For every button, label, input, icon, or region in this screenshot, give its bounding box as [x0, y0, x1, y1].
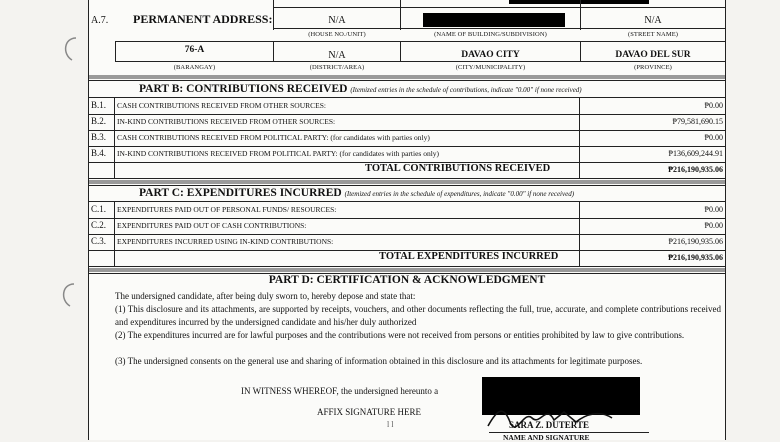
city-value: DAVAO CITY [461, 50, 520, 60]
table-row [89, 218, 725, 235]
row-label: EXPENDITURES INCURRED USING IN-KIND CONTRIBUTIONS: [117, 237, 334, 246]
total-expenditures-label: TOTAL EXPENDITURES INCURRED [379, 251, 559, 262]
row-label: EXPENDITURES PAID OUT OF CASH CONTRIBUTIONS: [117, 221, 307, 230]
part-d-title: PART D: CERTIFICATION & ACKNOWLEDGMENT [268, 274, 546, 286]
section-a7 [89, 0, 725, 74]
building-caption: (NAME OF BUILDING/SUBDIVISION) [434, 31, 547, 38]
house-no-caption: (HOUSE NO./UNIT) [308, 31, 366, 38]
part-c-title: PART C: EXPENDITURES INCURRED [139, 187, 342, 199]
row-label: IN-KIND CONTRIBUTIONS RECEIVED FROM OTHER SOURCES: [117, 117, 336, 126]
table-row [89, 202, 725, 219]
part-b-note: (Itemized entries in the schedule of contributions, indicate "0.00" if none received) [350, 86, 582, 94]
certification-item-1: (1) This disclosure and its attachments, are supported by receipts, vouchers, and other documents reflecting the full, true, accurate, and complete contributions received and expenditures incurred by the undersigned candidate and his/her duly authorized [115, 304, 721, 327]
row-label: IN-KIND CONTRIBUTIONS RECEIVED FROM POLITICAL PARTY: (for candidates with parties only) [117, 149, 440, 158]
table-row [89, 98, 725, 115]
redacted-box [509, 0, 649, 4]
row-value: ₱0.00 [704, 221, 723, 230]
row-value: ₱136,609,244.91 [668, 149, 723, 158]
row-code: C.1. [91, 204, 107, 214]
binder-hole-mark [58, 34, 82, 64]
province-caption: (PROVINCE) [634, 64, 672, 71]
part-b-heading [139, 83, 582, 95]
total-contributions-value: ₱216,190,935.06 [668, 165, 723, 174]
affix-signature-label: AFFIX SIGNATURE HERE [317, 407, 422, 417]
signatory-name: SARA Z. DUTERTE [509, 420, 589, 430]
table-row [89, 114, 725, 131]
street-name-value: N/A [644, 15, 662, 26]
row-value: ₱216,190,935.06 [668, 237, 723, 246]
row-value: ₱79,581,690.15 [672, 117, 723, 126]
a7-code: A.7. [91, 15, 109, 26]
margin-mark: l l [387, 420, 394, 429]
row-label: EXPENDITURES PAID OUT OF PERSONAL FUNDS/ RESOURCES: [117, 205, 337, 214]
row-label: CASH CONTRIBUTIONS RECEIVED FROM POLITICAL PARTY: (for candidates with parties only) [117, 133, 430, 142]
row-value: ₱0.00 [704, 133, 723, 142]
signature-caption: NAME AND SIGNATURE [503, 433, 590, 442]
part-b-table [89, 98, 725, 178]
certification-item-3: (3) The undersigned consents on the general use and sharing of information obtained in this disclosure and its attachments for legitimate purposes. [115, 356, 643, 366]
part-c-table [89, 202, 725, 266]
total-expenditures-value: ₱216,190,935.06 [668, 253, 723, 262]
table-row [89, 234, 725, 251]
row-code: C.2. [91, 220, 107, 230]
part-b-title: PART B: CONTRIBUTIONS RECEIVED [139, 83, 348, 95]
district-caption: (DISTRICT/AREA) [309, 64, 365, 71]
permanent-address-label: PERMANENT ADDRESS: [133, 12, 273, 26]
part-c-note: (Itemized entries in the schedule of expenditures, indicate "0.00" if none received) [344, 190, 575, 198]
barangay-caption: (BARANGAY) [173, 64, 216, 71]
city-caption: (CITY/MUNICIPALITY) [455, 64, 526, 71]
building-name-redacted [423, 13, 565, 27]
disclosure-form [88, 0, 726, 440]
table-row [89, 146, 725, 163]
barangay-value: 76-A [184, 45, 205, 55]
row-code: B.2. [91, 116, 107, 126]
district-value: N/A [328, 50, 346, 61]
row-code: B.1. [91, 100, 107, 110]
row-code: C.3. [91, 236, 107, 246]
row-code: B.4. [91, 148, 107, 158]
street-caption: (STREET NAME) [627, 31, 679, 38]
province-value: DAVAO DEL SUR [615, 50, 691, 60]
row-value: ₱0.00 [704, 205, 723, 214]
table-row [89, 130, 725, 147]
total-contributions-label: TOTAL CONTRIBUTIONS RECEIVED [365, 163, 551, 174]
row-label: CASH CONTRIBUTIONS RECEIVED FROM OTHER SOURCES: [117, 101, 326, 110]
total-row [89, 162, 725, 179]
house-no-value: N/A [328, 15, 346, 26]
total-row [89, 250, 725, 267]
certification-item-2: (2) The expenditures incurred are for lawful purposes and the contributions were not received from persons or entities prohibited by law to give contributions. [115, 330, 685, 340]
witness-statement: IN WITNESS WHEREOF, the undersigned hereunto a [241, 386, 439, 396]
binder-hole-mark [56, 280, 80, 310]
row-code: B.3. [91, 132, 107, 142]
row-value: ₱0.00 [704, 101, 723, 110]
certification-intro: The undersigned candidate, after being duly sworn to, hereby depose and state that: [115, 291, 416, 301]
part-c-heading [139, 187, 574, 199]
